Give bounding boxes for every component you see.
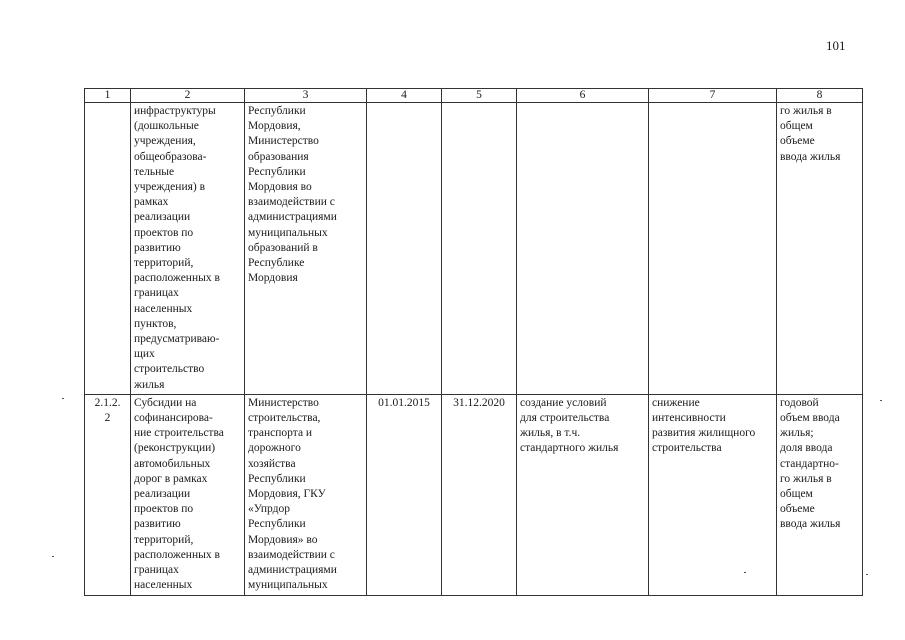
header-col-5: 5 (442, 89, 517, 103)
cell-indicator: годовой объем ввода жилья; доля ввода стандартно- го жилья в общем объеме ввода жилья (777, 394, 863, 595)
cell-expected-result (517, 103, 649, 395)
header-col-4: 4 (367, 89, 442, 103)
header-col-2: 2 (131, 89, 245, 103)
scan-speck (866, 574, 868, 575)
table-row (85, 394, 863, 595)
cell-measure-name: инфраструктуры (дошкольные учреждения, общеобразова- тельные учреждения) в рамках реализации проектов по развитию территорий, расположенных в границах населенных пунктов, предусматриваю- щих строительство жилья (131, 103, 245, 395)
cell-measure-name: Субсидии на софинансирова- ние строительства (реконструкции) автомобильных дорог в рамках реализации проектов по развитию территорий, расположенных в границах населенных (131, 394, 245, 595)
cell-number (85, 103, 131, 395)
cell-start-date (367, 103, 442, 395)
table-row (85, 103, 863, 395)
header-col-8: 8 (777, 89, 863, 103)
cell-end-date: 31.12.2020 (442, 394, 517, 595)
cell-end-date (442, 103, 517, 395)
cell-start-date: 01.01.2015 (367, 394, 442, 595)
scan-speck (52, 556, 54, 557)
scan-speck (62, 398, 64, 399)
cell-executor: Республики Мордовия, Министерство образования Республики Мордовия во взаимодействии с администрациями муниципальных образований в Республике Мордовия (245, 103, 367, 395)
scan-speck (880, 400, 882, 401)
cell-consequence (649, 103, 777, 395)
header-row (85, 89, 863, 103)
header-col-6: 6 (517, 89, 649, 103)
cell-expected-result: создание условий для строительства жилья, в т.ч. стандартного жилья (517, 394, 649, 595)
header-col-3: 3 (245, 89, 367, 103)
header-col-1: 1 (85, 89, 131, 103)
cell-consequence: снижение интенсивности развития жилищного строительства (649, 394, 777, 595)
cell-number: 2.1.2. 2 (85, 394, 131, 595)
scan-speck (744, 572, 746, 573)
cell-executor: Министерство строительства, транспорта и дорожного хозяйства Республики Мордовия, ГКУ «Упрдор Республики Мордовия» во взаимодействии с администрациями муниципальных (245, 394, 367, 595)
page-number: 101 (826, 38, 846, 53)
measures-table (84, 88, 863, 596)
cell-indicator: го жилья в общем объеме ввода жилья (777, 103, 863, 395)
header-col-7: 7 (649, 89, 777, 103)
